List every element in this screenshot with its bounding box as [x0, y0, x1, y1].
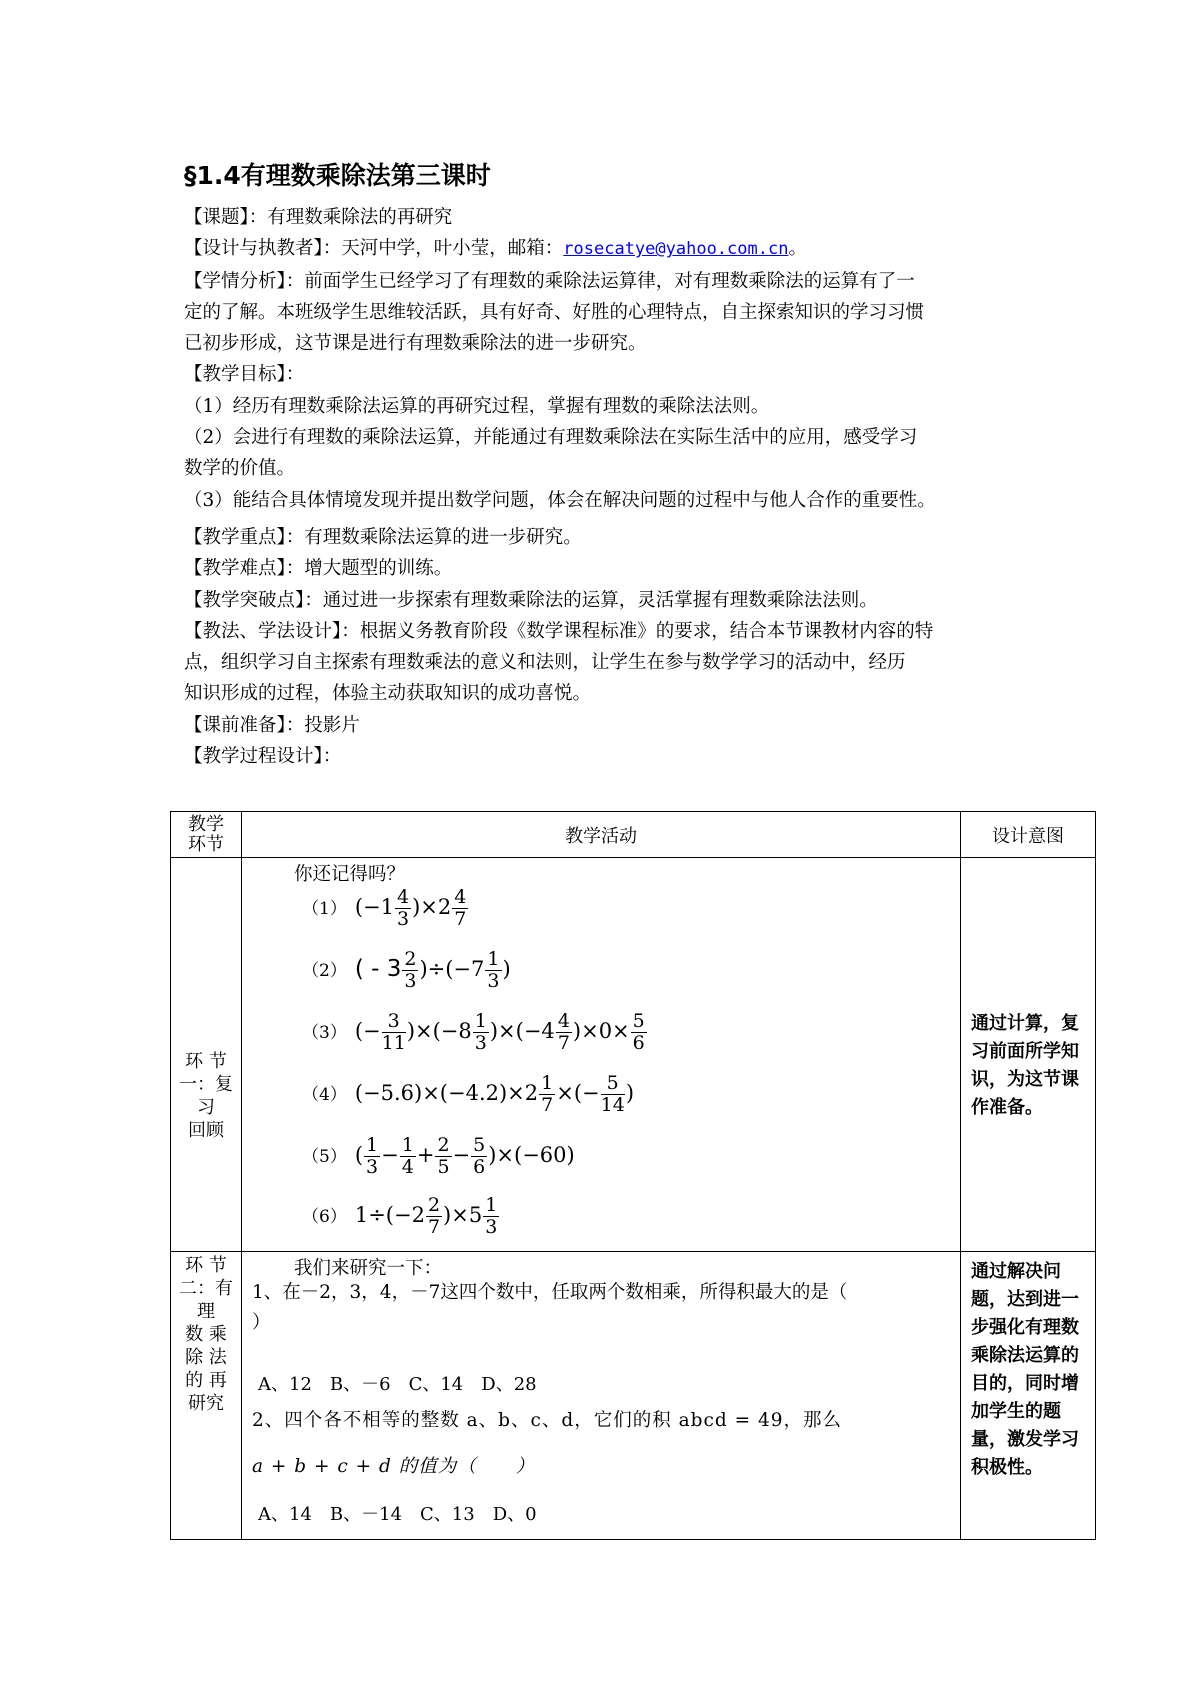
numerator: 2 — [404, 948, 417, 970]
fraction — [435, 1136, 451, 1177]
goal-1: （1）经历有理数乘除法运算的再研究过程，掌握有理数的乘除法法则。 — [184, 395, 770, 417]
problem-4 — [302, 1074, 634, 1115]
problem-6 — [302, 1196, 500, 1237]
process-table — [170, 811, 1096, 1540]
problem-expr — [354, 886, 470, 930]
expr-part: )×(−60) — [488, 1143, 575, 1167]
expr-part: )×5 — [443, 1203, 483, 1227]
analysis-label: 【学情分析】： — [184, 270, 305, 292]
expr-part: )×2 — [412, 895, 452, 919]
key-line — [184, 522, 1024, 553]
question-1 — [252, 1278, 952, 1338]
expr-part: 1÷(−2 — [354, 1203, 425, 1227]
problem-number: （5） — [302, 1147, 347, 1167]
fraction — [452, 888, 468, 929]
expr-part: ×(− — [556, 1081, 600, 1105]
section2-activity — [242, 1252, 961, 1540]
problem-expr — [354, 1194, 500, 1238]
denominator: 5 — [437, 1156, 450, 1178]
denominator: 3 — [487, 970, 500, 992]
problem-2 — [302, 950, 511, 991]
goal-2: （2）会进行有理数的乘除法运算，并能通过有理数乘除法在实际生活中的应用，感受学习 — [184, 427, 918, 449]
problem-number: （4） — [302, 1085, 347, 1105]
breakthrough-label: 【教学突破点】： — [184, 589, 323, 611]
section1-lead: 你还记得吗？ — [294, 864, 406, 885]
expr-part: − — [381, 1143, 399, 1167]
table-row-section1 — [171, 858, 1096, 1252]
problem-5 — [302, 1136, 575, 1177]
problem-expr — [354, 948, 511, 992]
goal-2-cont: 数学的价值。 — [184, 458, 296, 480]
expr-part: + — [416, 1143, 435, 1167]
topic-label: 【课题】： — [184, 207, 268, 228]
expr-part: ) — [625, 1081, 635, 1105]
denominator: 3 — [485, 1216, 498, 1238]
goal-3: （3）能结合具体情境发现并提出数学问题，体会在解决问题的过程中与他人合作的重要性。 — [184, 489, 936, 511]
expr-part: )×(−4 — [489, 1019, 555, 1043]
analysis-text: 前面学生已经学习了有理数的乘除法运算律，对有理数乘除法的运算有了一 — [304, 270, 915, 292]
section2-intent: 通过解决问题，达到进一步强化有理数乘除法运算的目的，同时增加学生的题量，激发学习积极性。 — [961, 1252, 1096, 1540]
section1-activity — [242, 858, 961, 1252]
denominator: 14 — [600, 1094, 625, 1116]
numerator: 1 — [485, 1194, 498, 1216]
expr-part: ( - 3 — [354, 956, 402, 982]
question-2-options: A、14 B、－14 C、13 D、0 — [258, 1504, 537, 1525]
email-link[interactable]: rosecatye@yahoo.com.cn — [563, 239, 789, 260]
key-label: 【教学重点】： — [184, 526, 305, 548]
denominator: 3 — [396, 908, 410, 930]
fraction — [483, 1196, 499, 1237]
fraction — [539, 1074, 555, 1115]
denominator: 4 — [401, 1156, 414, 1178]
numerator: 4 — [396, 886, 410, 908]
fraction — [601, 1074, 625, 1115]
method-text: 根据义务教育阶段《数学课程标准》的要求，结合本节课教材内容的特 — [359, 620, 934, 642]
goals-label: 【教学目标】： — [184, 364, 305, 386]
fraction — [400, 1136, 416, 1177]
expr-part: (−1 — [354, 895, 394, 919]
question-1-options: A、12 B、－6 C、14 D、28 — [258, 1374, 537, 1395]
question-2-blank: a + b + c + d 的值为（ ） — [252, 1456, 536, 1477]
denominator: 6 — [473, 1156, 486, 1178]
problem-number: （3） — [302, 1023, 347, 1043]
analysis-line — [184, 266, 1024, 297]
table-row-section2 — [171, 1252, 1096, 1540]
header-intent: 设计意图 — [961, 812, 1096, 858]
problem-expr — [354, 1134, 575, 1178]
numerator: 5 — [601, 1074, 625, 1095]
numerator: 4 — [454, 886, 467, 908]
expr-part: )×(−8 — [406, 1019, 472, 1043]
fraction — [471, 1136, 487, 1177]
method-text-2: 点，组织学习自主探索有理数乘法的意义和法则，让学生在参与数学学习的活动中，经历 — [184, 652, 906, 674]
numerator: 1 — [366, 1134, 379, 1156]
email-tail: 。 — [788, 238, 807, 260]
fraction — [364, 1136, 380, 1177]
expr-part: (−5.6)×(−4.2)×2 — [354, 1081, 539, 1105]
denominator: 7 — [427, 1216, 441, 1238]
question-2-text: 2、四个各不相等的整数 a、b、c、d，它们的积 abcd = 49，那么 — [252, 1410, 842, 1431]
fraction — [426, 1196, 442, 1237]
method-label: 【教法、学法设计】： — [184, 620, 360, 642]
breakthrough-line — [184, 585, 1024, 616]
numerator: 4 — [557, 1010, 570, 1032]
denominator: 11 — [381, 1032, 406, 1054]
topic-line — [184, 202, 1024, 233]
header-activity: 教学活动 — [242, 812, 961, 858]
problem-1 — [302, 888, 469, 929]
table-header-row — [171, 812, 1096, 858]
denominator: 7 — [541, 1094, 554, 1116]
lesson-meta — [184, 202, 1024, 772]
question-1-text: 1、在－2，3，4，－7这四个数中，任取两个数相乘，所得积最大的是（ — [252, 1282, 848, 1303]
numerator: 1 — [474, 1010, 487, 1032]
question-2 — [252, 1398, 952, 1490]
numerator: 2 — [427, 1194, 441, 1216]
fraction — [485, 950, 501, 991]
breakthrough-text: 通过进一步探索有理数乘除法的运算，灵活掌握有理数乘除法法则。 — [322, 589, 878, 611]
problem-number: （2） — [302, 961, 347, 981]
expr-part: ) — [502, 957, 511, 981]
expr-part: − — [452, 1143, 471, 1167]
numerator: 5 — [473, 1134, 486, 1156]
denominator: 6 — [632, 1032, 645, 1054]
topic-text: 有理数乘除法的再研究 — [267, 207, 453, 228]
section2-lead: 我们来研究一下： — [294, 1258, 443, 1279]
prep-text: 投影片 — [304, 714, 360, 736]
problem-expr — [354, 1010, 648, 1054]
expr-part: (− — [354, 1019, 381, 1043]
difficult-text: 增大题型的训练。 — [304, 558, 453, 580]
prep-line — [184, 710, 1024, 741]
problem-3 — [302, 1012, 648, 1053]
process-label: 【教学过程设计】： — [184, 746, 342, 768]
analysis-text-3: 已初步形成，这节课是进行有理数乘除法的进一步研究。 — [184, 333, 647, 355]
numerator: 5 — [632, 1010, 645, 1032]
denominator: 3 — [366, 1156, 379, 1178]
section1-intent: 通过计算，复习前面所学知识，为这节课作准备。 — [961, 858, 1096, 1252]
question-1-blank: ） — [252, 1312, 271, 1333]
section2-name: 环 节 二：有 理 数 乘 除 法 的 再 研究 — [171, 1252, 242, 1540]
expr-part: )÷(−7 — [419, 957, 485, 981]
denominator: 3 — [404, 970, 417, 992]
analysis-text-2: 定的了解。本班级学生思维较活跃，具有好奇、好胜的心理特点，自主探索知识的学习习惯 — [184, 301, 925, 323]
problem-number: （1） — [302, 899, 347, 919]
expr-part: ( — [354, 1143, 364, 1167]
author-text: 天河中学，叶小莹，邮箱： — [341, 238, 564, 260]
header-stage: 教学 环节 — [171, 812, 242, 858]
author-line — [184, 233, 1024, 265]
numerator: 1 — [487, 948, 500, 970]
page-title: §1.4有理数乘除法第三课时 — [184, 161, 491, 190]
denominator: 7 — [454, 908, 467, 930]
expr-part: )×0× — [572, 1019, 630, 1043]
section1-name: 环 节 一：复 习 回顾 — [171, 858, 242, 1252]
difficult-line — [184, 553, 1024, 584]
fraction — [402, 950, 418, 991]
fraction — [473, 1012, 489, 1053]
key-text: 有理数乘除法运算的进一步研究。 — [304, 526, 582, 548]
fraction — [395, 888, 411, 929]
problem-expr — [354, 1072, 635, 1116]
numerator: 3 — [382, 1012, 406, 1033]
denominator: 3 — [474, 1032, 487, 1054]
numerator: 1 — [401, 1134, 414, 1156]
method-line — [184, 616, 1024, 647]
author-label: 【设计与执教者】： — [184, 238, 342, 260]
numerator: 1 — [541, 1072, 554, 1094]
fraction — [382, 1012, 406, 1053]
numerator: 2 — [437, 1134, 450, 1156]
difficult-label: 【教学难点】： — [184, 558, 305, 580]
prep-label: 【课前准备】： — [184, 714, 305, 736]
problem-number: （6） — [302, 1207, 347, 1227]
fraction — [556, 1012, 572, 1053]
denominator: 7 — [557, 1032, 570, 1054]
method-text-3: 知识形成的过程，体验主动获取知识的成功喜悦。 — [184, 683, 592, 705]
fraction — [631, 1012, 647, 1053]
